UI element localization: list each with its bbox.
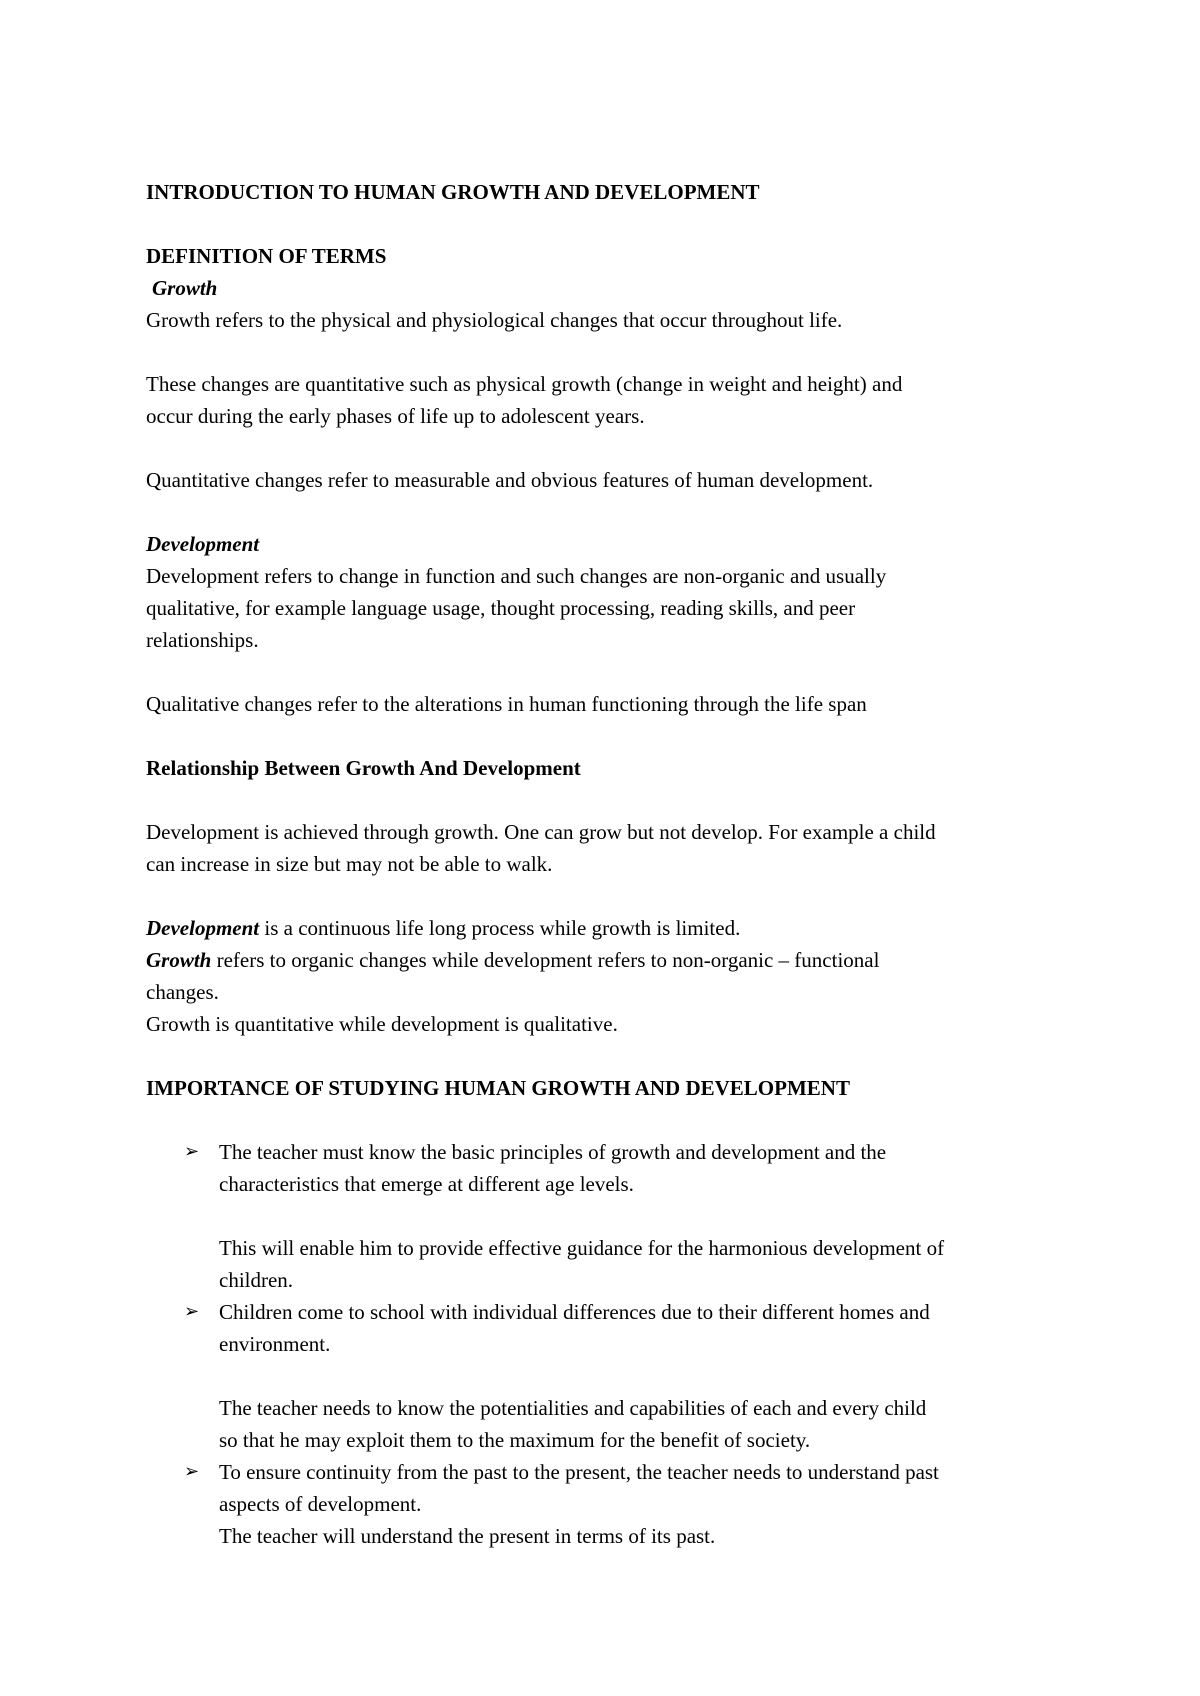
bullet-follow-line: The teacher will understand the present in terms of its past. (219, 1524, 716, 1548)
growth-paragraph-1: Growth refers to the physical and physiological changes that occur throughout life. (146, 308, 843, 332)
spacer (146, 1104, 1076, 1136)
spacer (146, 208, 1076, 240)
spacer (146, 432, 1076, 464)
document-body (146, 176, 1076, 1552)
bullet-follow-line: children. (219, 1268, 294, 1292)
list-item (146, 1456, 1076, 1552)
spacer (219, 1200, 1076, 1232)
relationship-paragraph-1-line-2: can increase in size but may not be able to walk. (146, 852, 553, 876)
relationship-paragraph-1-line-1: Development is achieved through growth. One can grow but not develop. For example a child (146, 820, 936, 844)
development-paragraph-1-line-3: relationships. (146, 628, 259, 652)
spacer (146, 784, 1076, 816)
growth-term-rest: refers to organic changes while development refers to non-organic – functional (211, 948, 880, 972)
growth-paragraph-3: Quantitative changes refer to measurable and obvious features of human development. (146, 468, 874, 492)
spacer (146, 496, 1076, 528)
spacer (146, 656, 1076, 688)
importance-list (146, 1136, 1076, 1552)
arrowhead-bullet-icon: ➢ (184, 1301, 200, 1322)
bullet-follow-line: This will enable him to provide effective guidance for the harmonious development of (219, 1236, 945, 1260)
development-paragraph-1-line-2: qualitative, for example language usage, thought processing, reading skills, and peer (146, 596, 856, 620)
bullet-line: environment. (219, 1332, 331, 1356)
development-term-rest: is a continuous life long process while growth is limited. (259, 916, 741, 940)
list-item (146, 1136, 1076, 1296)
list-item (146, 1296, 1076, 1456)
relationship-growth-line (146, 944, 1076, 976)
growth-paragraph-2-line-1: These changes are quantitative such as physical growth (change in weight and height) and (146, 372, 903, 396)
bullet-follow-line: The teacher needs to know the potentialities and capabilities of each and every child (219, 1396, 927, 1420)
growth-heading: Growth (152, 276, 218, 300)
bullet-follow-line: so that he may exploit them to the maximum for the benefit of society. (219, 1428, 811, 1452)
development-paragraph-2: Qualitative changes refer to the alterations in human functioning through the life span (146, 692, 867, 716)
relationship-growth-line-2: changes. (146, 980, 219, 1004)
relationship-development-line (146, 912, 1076, 944)
relationship-paragraph-3: Growth is quantitative while development is qualitative. (146, 1012, 618, 1036)
bullet-line: The teacher must know the basic principles of growth and development and the (219, 1140, 887, 1164)
document-title: INTRODUCTION TO HUMAN GROWTH AND DEVELOPMENT (146, 180, 760, 204)
bullet-line: characteristics that emerge at different age levels. (219, 1172, 634, 1196)
spacer (146, 720, 1076, 752)
arrowhead-bullet-icon: ➢ (184, 1141, 200, 1162)
spacer (146, 1040, 1076, 1072)
development-term: Development (146, 916, 260, 940)
development-paragraph-1-line-1: Development refers to change in function and such changes are non-organic and usually (146, 564, 887, 588)
importance-heading: IMPORTANCE OF STUDYING HUMAN GROWTH AND DEVELOPMENT (146, 1076, 850, 1100)
definitions-heading: DEFINITION OF TERMS (146, 244, 387, 268)
spacer (146, 880, 1076, 912)
relationship-heading: Relationship Between Growth And Development (146, 756, 581, 780)
growth-paragraph-2-line-2: occur during the early phases of life up to adolescent years. (146, 404, 645, 428)
growth-term: Growth (146, 948, 212, 972)
bullet-line: To ensure continuity from the past to the present, the teacher needs to understand past (219, 1460, 939, 1484)
spacer (219, 1360, 1076, 1392)
development-heading: Development (146, 532, 260, 556)
bullet-line: Children come to school with individual differences due to their different homes and (219, 1300, 930, 1324)
spacer (146, 336, 1076, 368)
arrowhead-bullet-icon: ➢ (184, 1461, 200, 1482)
bullet-line: aspects of development. (219, 1492, 422, 1516)
